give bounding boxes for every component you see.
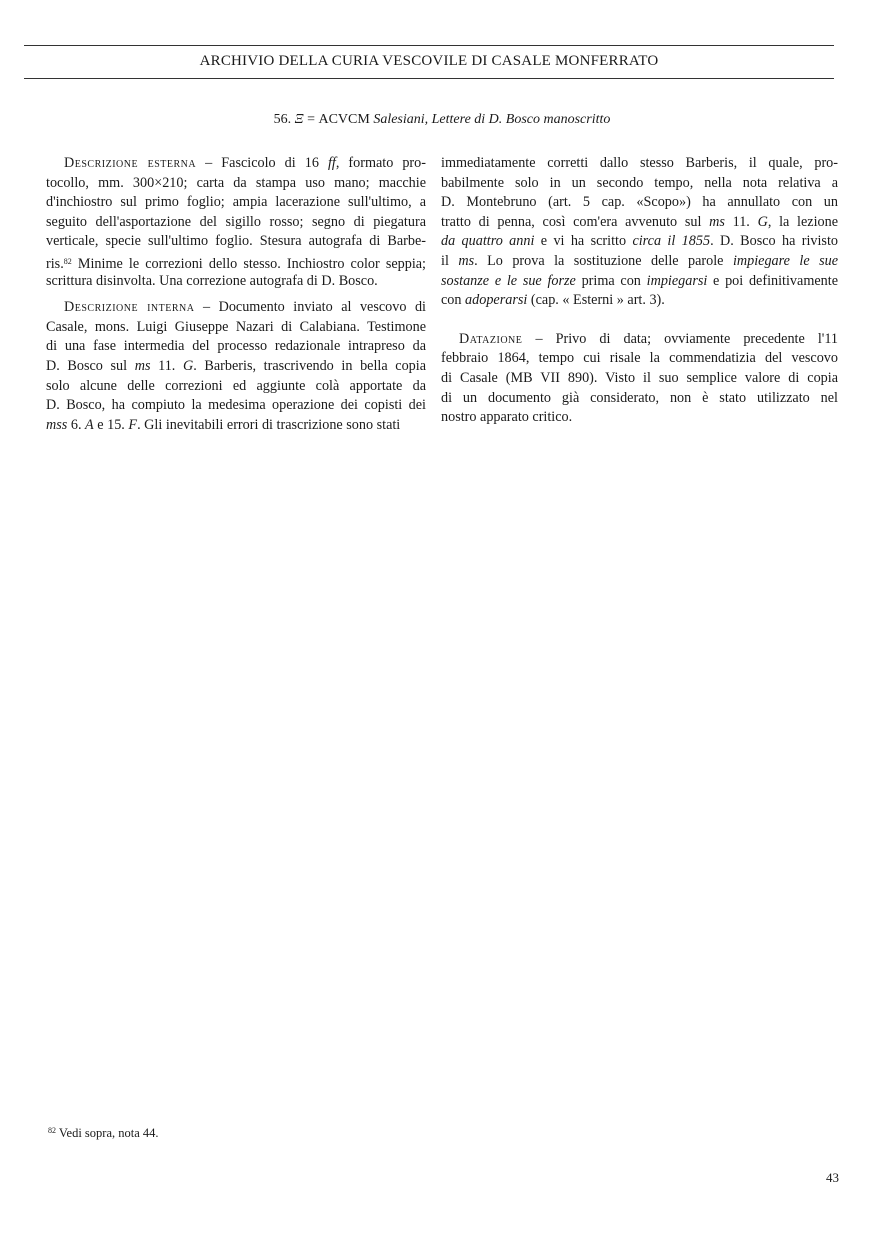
text-segment: e vi ha scritto [534, 233, 633, 250]
text-line [46, 213, 426, 233]
text-segment: D. Montebruno (art. 5 cap. «Scopo») ha annullato con un [441, 194, 838, 211]
text-segment: d'inchiostro sul primo foglio; ampia lacerazione sull'ultimo, a [46, 194, 426, 211]
italic-text: Salesiani, Lettere di D. Bosco [373, 112, 540, 127]
italic-text: ff [327, 155, 336, 171]
footnote-ref: 82 [63, 256, 72, 266]
text-line [46, 318, 426, 338]
footnote-number: 82 [48, 1126, 56, 1135]
text-line [46, 154, 426, 174]
text-line [46, 298, 426, 318]
italic-text: G [757, 213, 768, 230]
text-line [441, 408, 838, 428]
italic-text: da quattro anni [441, 233, 535, 250]
header-top-rule [24, 45, 834, 46]
italic-text: ms [134, 357, 151, 374]
text-segment: di Casale (MB VII 890). Visto il suo semplice valore di copia [441, 369, 838, 386]
text-segment: – Privo di data; ovviamente precedente l'11 [522, 330, 838, 347]
footnote [48, 1126, 159, 1141]
italic-text: circa il 1855 [632, 233, 711, 250]
text-line [441, 272, 838, 292]
text-line [441, 232, 838, 252]
text-segment: febbraio 1864, tempo cui risale la commendatizia del vescovo [441, 350, 838, 367]
text-segment: (cap. « Esterni » art. 3). [527, 292, 665, 309]
italic-text: G [182, 357, 194, 374]
italic-text: adoperarsi [465, 292, 528, 309]
italic-text: Ξ [294, 112, 304, 127]
text-line [46, 377, 426, 397]
text-segment: verticale, specie sull'ultimo foglio. Stesura autografa di Barbe- [46, 233, 426, 250]
italic-text: impiegare le sue [732, 252, 838, 269]
text-line [441, 330, 838, 350]
text-line [441, 154, 838, 174]
italic-text: A [85, 416, 94, 433]
text-segment: seguito dell'asportazione del sigillo rosso; segno di piegatura [46, 213, 426, 230]
italic-text: manoscritto [543, 112, 611, 127]
text-line [46, 396, 426, 416]
text-segment: 11. [724, 213, 758, 230]
text-segment: Minime le correzioni dello stesso. Inchiostro color seppia; [71, 255, 426, 272]
entry-title [0, 112, 884, 128]
text-line [46, 174, 426, 194]
text-line [441, 291, 838, 311]
text-line [441, 213, 838, 233]
text-line [46, 193, 426, 213]
text-line [441, 389, 838, 409]
text-segment: tratto di penna, così com'era avvenuto sul [441, 213, 710, 230]
text-segment: 11. [150, 357, 183, 374]
text-segment: , la lezione [767, 213, 838, 230]
text-segment: D. Bosco sul [46, 357, 135, 374]
text-segment: di un documento già considerato, non è stato utilizzato nel [441, 389, 838, 406]
footnote-text: Vedi sopra, nota 44. [56, 1126, 159, 1140]
paragraph [441, 154, 838, 311]
page-number: 43 [826, 1170, 839, 1185]
text-line [441, 369, 838, 389]
text-segment: 56. [273, 112, 295, 127]
text-segment: = ACVCM [303, 112, 374, 127]
right-column [441, 154, 838, 435]
header-bottom-rule [24, 78, 834, 79]
text-segment: e poi definitivamente [707, 272, 838, 289]
text-segment: e 15. [93, 416, 129, 433]
paragraph [46, 298, 426, 435]
text-line [441, 174, 838, 194]
text-segment: Casale, mons. Luigi Giuseppe Nazari di Calabiana. Testimone [46, 318, 426, 335]
text-segment: . D. Bosco ha rivisto [710, 233, 838, 250]
text-segment: immediatamente corretti dallo stesso Barberis, il quale, pro- [441, 155, 838, 171]
text-line [441, 193, 838, 213]
text-segment: . Barberis, trascrivendo in bella copia [193, 357, 426, 374]
text-segment: solo alcune delle correzioni ed aggiunte colà apportate da [46, 377, 426, 394]
paragraph [441, 330, 838, 428]
text-line [441, 349, 838, 369]
running-header: ARCHIVIO DELLA CURIA VESCOVILE DI CASALE MONFERRATO [199, 53, 659, 69]
text-segment: . Lo prova la sostituzione delle parole [474, 252, 733, 269]
text-line [46, 416, 426, 436]
text-segment: il [441, 252, 459, 269]
text-line [46, 357, 426, 377]
italic-text: sostanze e le sue forze [441, 272, 576, 289]
text-segment: – Fascicolo di 16 [196, 155, 328, 171]
left-column [46, 154, 426, 442]
text-segment: con [441, 292, 466, 309]
text-segment: di una fase intermedia del processo redazionale intrapreso da [46, 338, 426, 355]
italic-text: impiegarsi [646, 272, 708, 289]
section-heading: Datazione [459, 330, 523, 347]
italic-text: ms [709, 213, 725, 230]
section-heading: Descrizione interna [64, 299, 195, 316]
text-segment: ris. [46, 255, 64, 272]
text-segment: , formato pro- [335, 155, 426, 171]
section-heading: Descrizione esterna [64, 155, 197, 171]
text-line [441, 252, 838, 272]
text-line [46, 272, 426, 292]
text-segment: tocollo, mm. 300×210; carta da stampa uso mano; macchie [46, 174, 426, 191]
italic-text: mss [46, 416, 68, 433]
text-segment: prima con [575, 272, 647, 289]
text-segment: babilmente solo in un secondo tempo, nella nota relativa a [441, 174, 838, 191]
text-segment: – Documento inviato al vescovo di [194, 299, 426, 316]
text-line [46, 252, 426, 272]
text-line [46, 337, 426, 357]
text-line [46, 232, 426, 252]
text-segment: D. Bosco, ha compiuto la medesima operazione dei copisti dei [46, 397, 426, 414]
text-segment: 6. [67, 416, 86, 433]
text-segment: nostro apparato critico. [441, 409, 573, 426]
italic-text: ms [458, 252, 475, 269]
paragraph [46, 154, 426, 291]
text-segment: . Gli inevitabili errori di trascrizione sono stati [137, 416, 401, 433]
italic-text: F [128, 416, 138, 433]
text-segment: scrittura disinvolta. Una correzione autografa di D. Bosco. [46, 272, 378, 289]
